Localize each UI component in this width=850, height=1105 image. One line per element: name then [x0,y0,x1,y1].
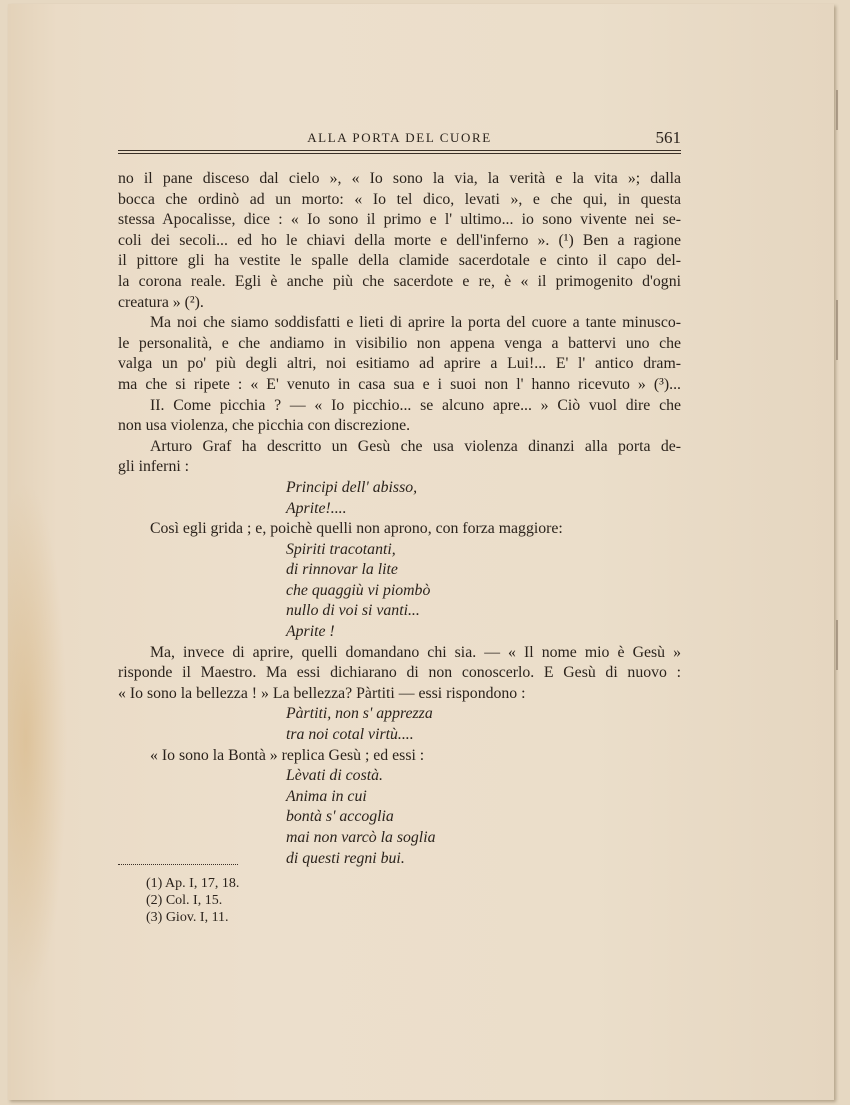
body-text [118,169,681,869]
verse-line: nullo di voi si vanti... [286,602,420,620]
verse-line: Spiriti tracotanti, [286,540,396,558]
text-line: Arturo Graf ha descritto un Gesù che usa violenza dinanzi alla porta de- [150,437,681,455]
header-rule [118,150,681,151]
footnote: (1) Ap. I, 17, 18. [146,876,240,891]
footnote: (2) Col. I, 15. [146,893,223,908]
text-line: stessa Apocalisse, dice : « Io sono il primo e l' ultimo... io sono vivente nei se- [118,211,681,229]
page-header [118,128,681,152]
footnote-separator [118,864,238,865]
text-line: le personalità, e che andiamo in visibilio non appena venga a battervi uno che [118,334,681,352]
section-heading-line: II. Come picchia ? — « Io picchio... se alcuno apre... » Ciò vuol dire che [150,396,681,414]
text-line: Così egli grida ; e, poichè quelli non aprono, con forza maggiore: [150,520,563,538]
page-edge-mark [836,620,838,670]
footnote: (3) Giov. I, 11. [146,910,229,925]
text-line: « Io sono la bellezza ! » La bellezza? Pàrtiti — essi rispondono : [118,684,526,702]
text-line: « Io sono la Bontà » replica Gesù ; ed essi : [150,746,425,764]
text-line: la corona reale. Egli è anche più che sacerdote e re, è « il primogenito d'ogni [118,272,681,290]
verse-line: Pàrtiti, non s' apprezza [286,705,433,723]
text-line: bocca che ordinò ad un morto: « Io tel dico, levati », e che qui, in questa [118,190,681,208]
page-edge-mark [836,90,838,130]
text-line: gli inferni : [118,458,190,476]
verse-line: Lèvati di costà. [286,767,383,785]
verse-line: tra noi cotal virtù.... [286,726,414,744]
verse-line: di questi regni bui. [286,849,405,867]
footnotes [146,875,239,926]
verse-line: che quaggiù vi piombò [286,581,431,599]
text-line: coli dei secoli... ed ho le chiavi della morte e dell'inferno ». (¹) Ben a ragione [118,231,681,249]
header-rule [118,153,681,154]
text-line: no il pane disceso dal cielo », « Io sono la via, la verità e la vita »; dalla [118,170,681,187]
text-line: risponde il Maestro. Ma essi dichiarano di non conoscerlo. E Gesù di nuovo : [118,664,681,682]
text-line: creatura » (²). [118,293,204,311]
text-line: non usa violenza, che picchia con discrezione. [118,417,411,435]
verse-line: Aprite!.... [286,499,347,517]
verse-line: Aprite ! [286,623,335,641]
verse-line: di rinnovar la lite [286,561,398,579]
text-line: Ma noi che siamo soddisfatti e lieti di aprire la porta del cuore a tante minusco- [150,314,681,332]
page-edge-mark [836,300,838,360]
text-line: valga un po' più degli altri, noi esitiamo ad aprire a Lui!... E' l' antico dram- [118,355,681,373]
page-number: 561 [655,128,681,147]
running-head: ALLA PORTA DEL CUORE [307,130,492,145]
verse-line: Anima in cui [286,787,367,805]
verse-line: Principi dell' abisso, [286,478,418,496]
verse-line: mai non varcò la soglia [286,829,436,846]
verse-line: bontà s' accoglia [286,808,394,826]
text-line: il pittore gli ha vestite le spalle della clamide sacerdotale e cinto il capo del- [118,252,681,270]
text-line: Ma, invece di aprire, quelli domandano chi sia. — « Il nome mio è Gesù » [150,643,681,661]
text-line: ma che si ripete : « E' venuto in casa sua e i suoi non l' hanno ricevuto » (³)... [118,375,681,393]
